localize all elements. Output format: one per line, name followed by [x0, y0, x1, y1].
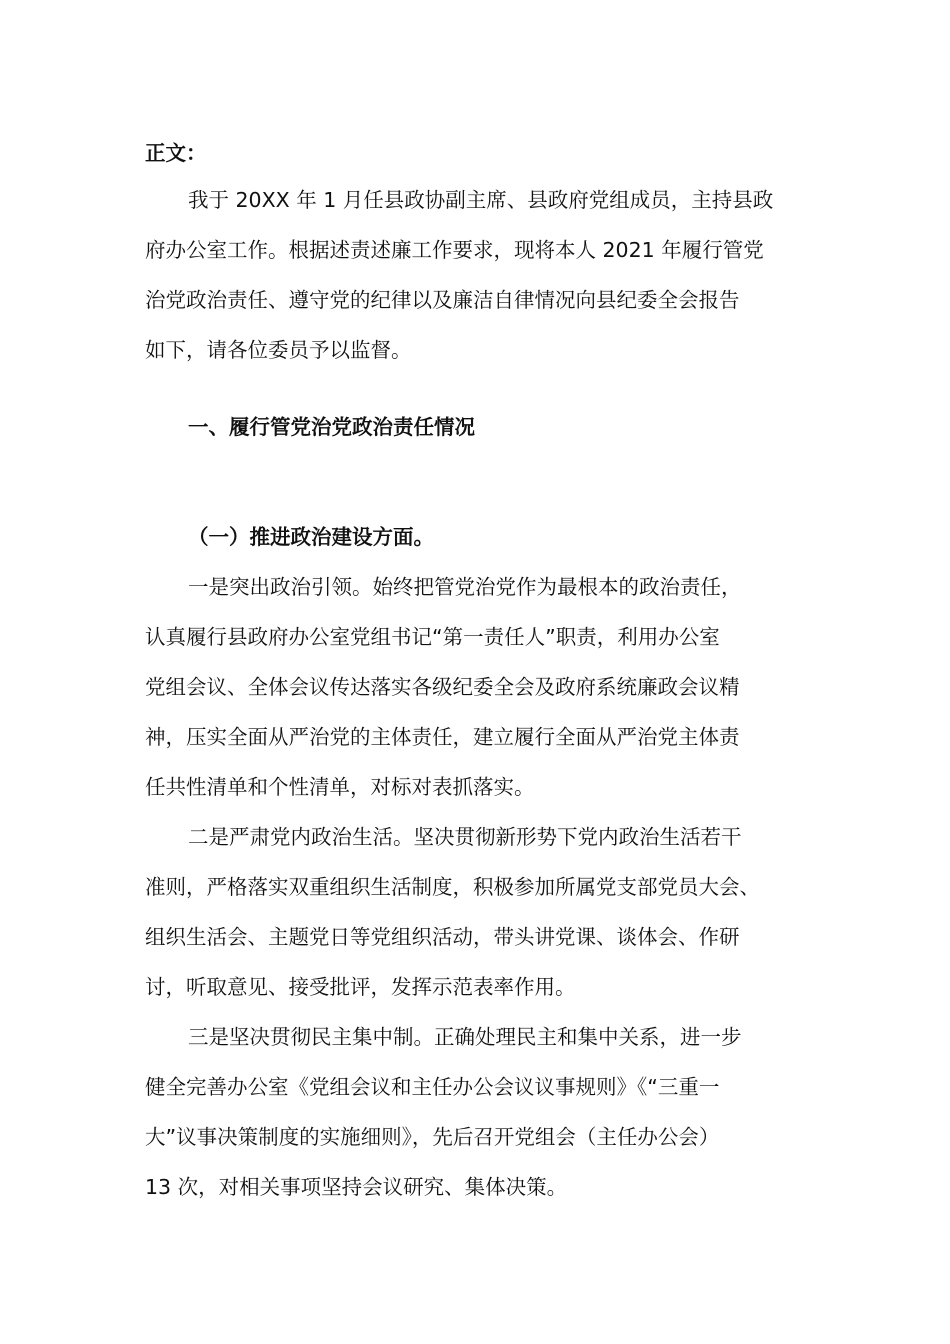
- paragraph-line: 神，压实全面从严治党的主体责任，建立履行全面从严治党主体责: [145, 725, 740, 749]
- paragraph-line: 组织生活会、主题党日等党组织活动，带头讲党课、谈体会、作研: [145, 925, 740, 949]
- paragraph-line: 二是严肃党内政治生活。坚决贯彻新形势下党内政治生活若干: [188, 825, 742, 849]
- document-label: 正文：: [145, 141, 207, 165]
- paragraph-line: 13 次，对相关事项坚持会议研究、集体决策。: [145, 1175, 568, 1199]
- paragraph-line: 党组会议、全体会议传达落实各级纪委全会及政府系统廉政会议精: [145, 675, 740, 699]
- paragraph-line: 任共性清单和个性清单，对标对表抓落实。: [145, 775, 535, 799]
- subsection-heading: （一）推进政治建设方面。: [188, 525, 434, 549]
- paragraph-line: 认真履行县政府办公室党组书记“第一责任人”职责，利用办公室: [145, 625, 720, 649]
- intro-line: 治党政治责任、遵守党的纪律以及廉洁自律情况向县纪委全会报告: [145, 288, 740, 312]
- paragraph-line: 三是坚决贯彻民主集中制。正确处理民主和集中关系，进一步: [188, 1025, 742, 1049]
- intro-line: 府办公室工作。根据述责述廉工作要求，现将本人 2021 年履行管党: [145, 238, 764, 262]
- paragraph-line: 准则，严格落实双重组织生活制度，积极参加所属党支部党员大会、: [145, 875, 760, 899]
- paragraph-line: 讨，听取意见、接受批评，发挥示范表率作用。: [145, 975, 576, 999]
- intro-line: 我于 20XX 年 1 月任县政协副主席、县政府党组成员，主持县政: [188, 188, 774, 212]
- paragraph-line: 一是突出政治引领。始终把管党治党作为最根本的政治责任，: [188, 575, 742, 599]
- intro-line: 如下，请各位委员予以监督。: [145, 338, 412, 362]
- section-heading: 一、履行管党治党政治责任情况: [188, 415, 475, 439]
- paragraph-line: 健全完善办公室《党组会议和主任办公会议议事规则》《“三重一: [145, 1075, 720, 1099]
- paragraph-line: 大”议事决策制度的实施细则》，先后召开党组会（主任办公会）: [145, 1125, 720, 1149]
